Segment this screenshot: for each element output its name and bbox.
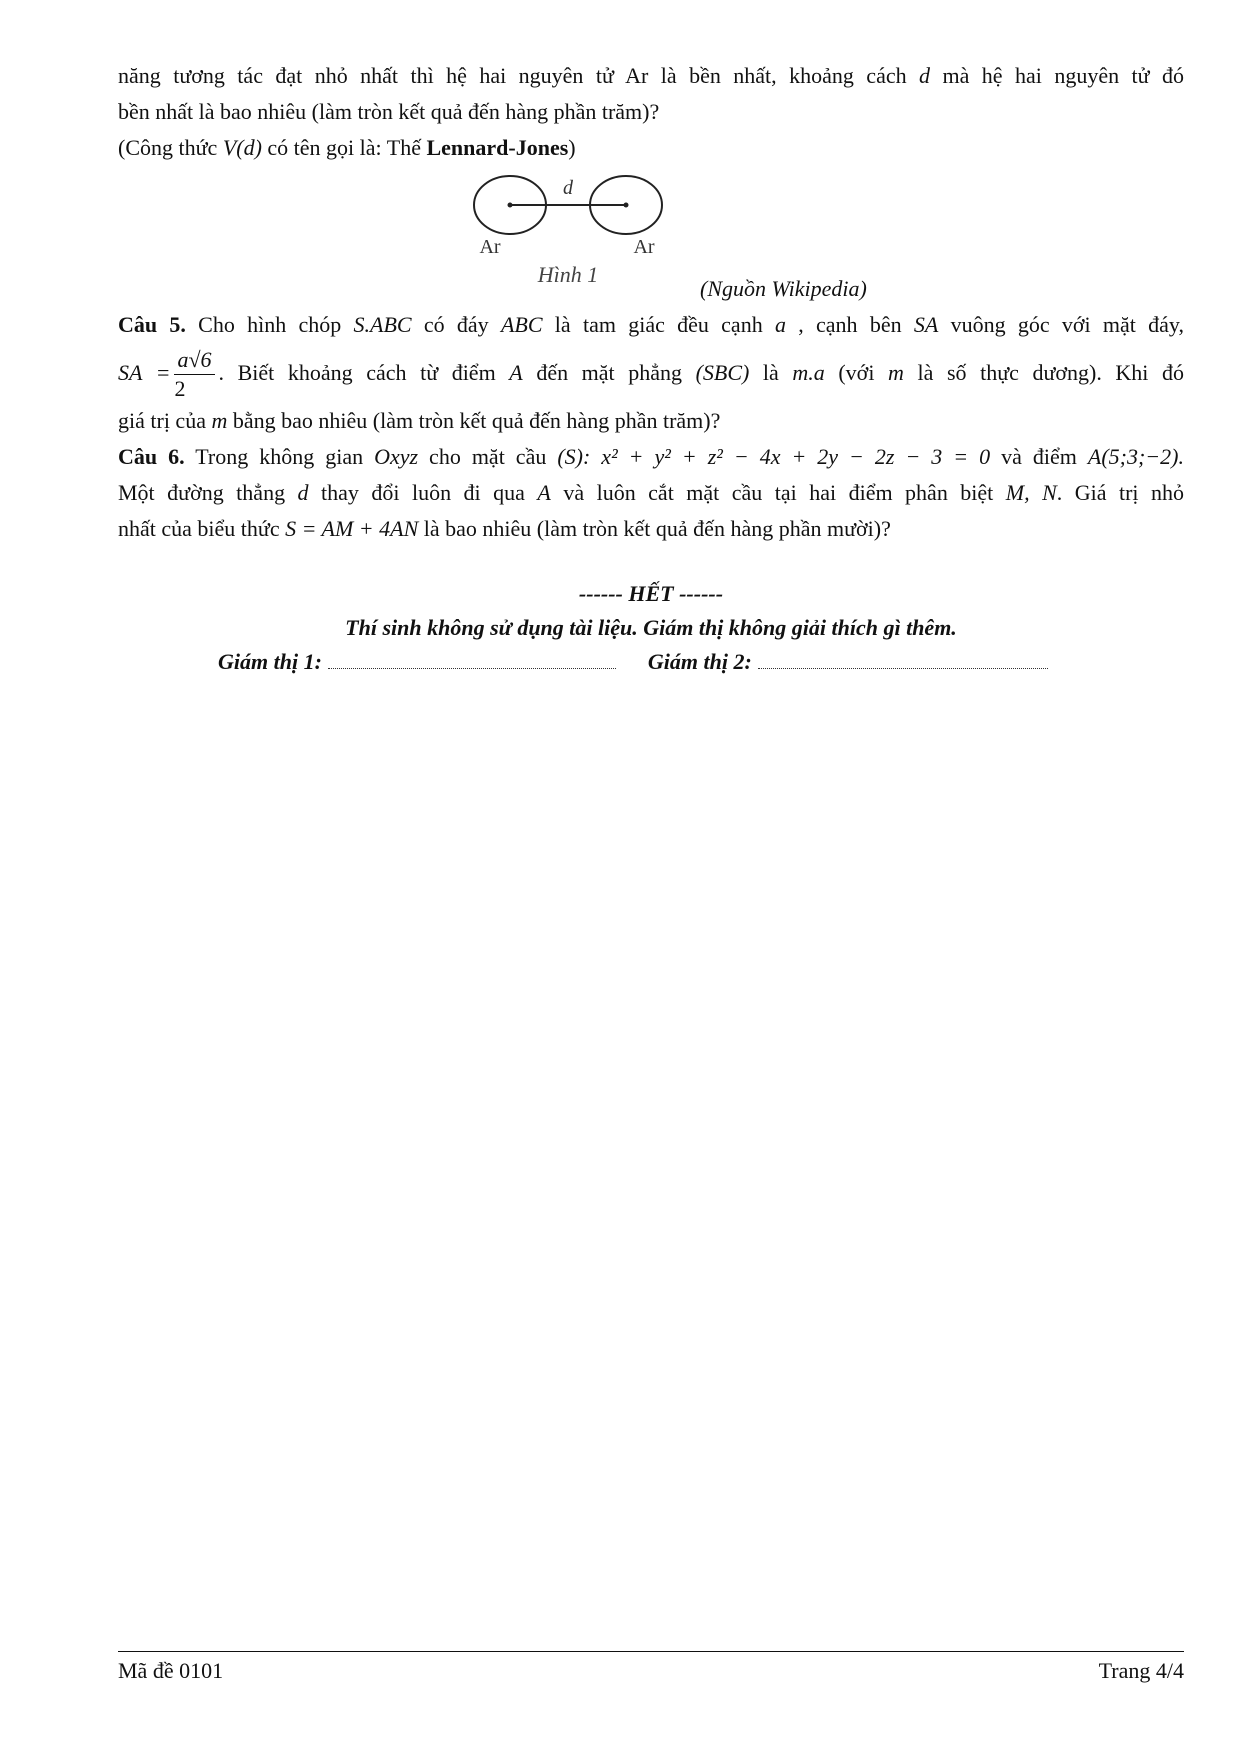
intro-line-2: bền nhất là bao nhiêu (làm tròn kết quả đến hàng phần trăm)? [118,99,660,124]
q5-line-1: Câu 5. Cho hình chóp S.ABC có đáy ABC là tam giác đều cạnh a , cạnh bên SA vuông góc với mặt đáy, [118,312,1185,337]
argon-diagram [438,172,878,302]
intro-line-1: năng tương tác đạt nhỏ nhất thì hệ hai nguyên tử Ar là bền nhất, khoảng cách d mà hệ hai nguyên tử đó [118,63,1184,88]
intro-line-3: (Công thức V(d) có tên gọi là: Thế Lennard-Jones) [118,135,576,160]
exam-ending [118,577,1184,679]
sphere-equation: (S): x² + y² + z² − 4x + 2y − 2z − 3 = 0 [557,444,991,470]
var-d: d [919,63,931,88]
argon-figure [118,172,1184,307]
exam-code: Mã đề 0101 [118,1658,224,1683]
q6-label: Câu 6. [118,444,185,470]
figure-source: (Nguồn Wikipedia) [700,276,867,301]
atom-right-label: Ar [633,236,655,258]
proctor-signatures [118,645,1184,679]
footer-divider [118,1651,1184,1652]
distance-label: d [563,177,573,199]
q5-line-3: giá trị của m bằng bao nhiêu (làm tròn kết quả đến hàng phần trăm)? [118,408,721,434]
formula-v-d: V(d) [222,135,262,160]
q5-label: Câu 5. [118,312,186,337]
q6-line-2: Một đường thẳng d thay đổi luôn đi qua A và luôn cắt mặt cầu tại hai điểm phân biệt M, N. Giá trị nhỏ [118,480,1184,506]
page-number: Trang 4/4 [1098,1658,1184,1683]
atom-right-center [624,203,629,208]
end-marker: ------ HẾT ------ [578,581,724,607]
proctor-1-field[interactable] [328,650,616,669]
figure-caption: Hình 1 [537,262,599,287]
atom-left-label: Ar [479,236,501,258]
q6-line-1: Câu 6. Trong không gian Oxyz cho mặt cầu (S): x² + y² + z² − 4x + 2y − 2z − 3 = 0 và điểm A(5;3;−2). [118,444,1184,470]
exam-note: Thí sinh không sử dụng tài liệu. Giám thị không giải thích gì thêm. [345,615,957,641]
q5-line-2: SA = $\frac{a√6}{2}$ . Biết khoảng cách từ điểm A đến mặt phẳng (SBC) là m.a (với m là số thực dương). Khi đó [118,347,1185,402]
exam-page [118,58,1184,679]
proctor-2-label: Giám thị 2: [647,649,752,675]
proctor-1-label: Giám thị 1: [218,649,322,675]
proctor-2-field[interactable] [758,650,1048,669]
atom-left-center [508,203,513,208]
q6-line-3: nhất của biểu thức S = AM + 4AN là bao nhiêu (làm tròn kết quả đến hàng phần mười)? [118,516,891,542]
lennard-jones-name: Lennard-Jones [426,135,569,160]
fraction-a-root6-over-2: $\frac{a√6}{2}$ [174,346,214,403]
